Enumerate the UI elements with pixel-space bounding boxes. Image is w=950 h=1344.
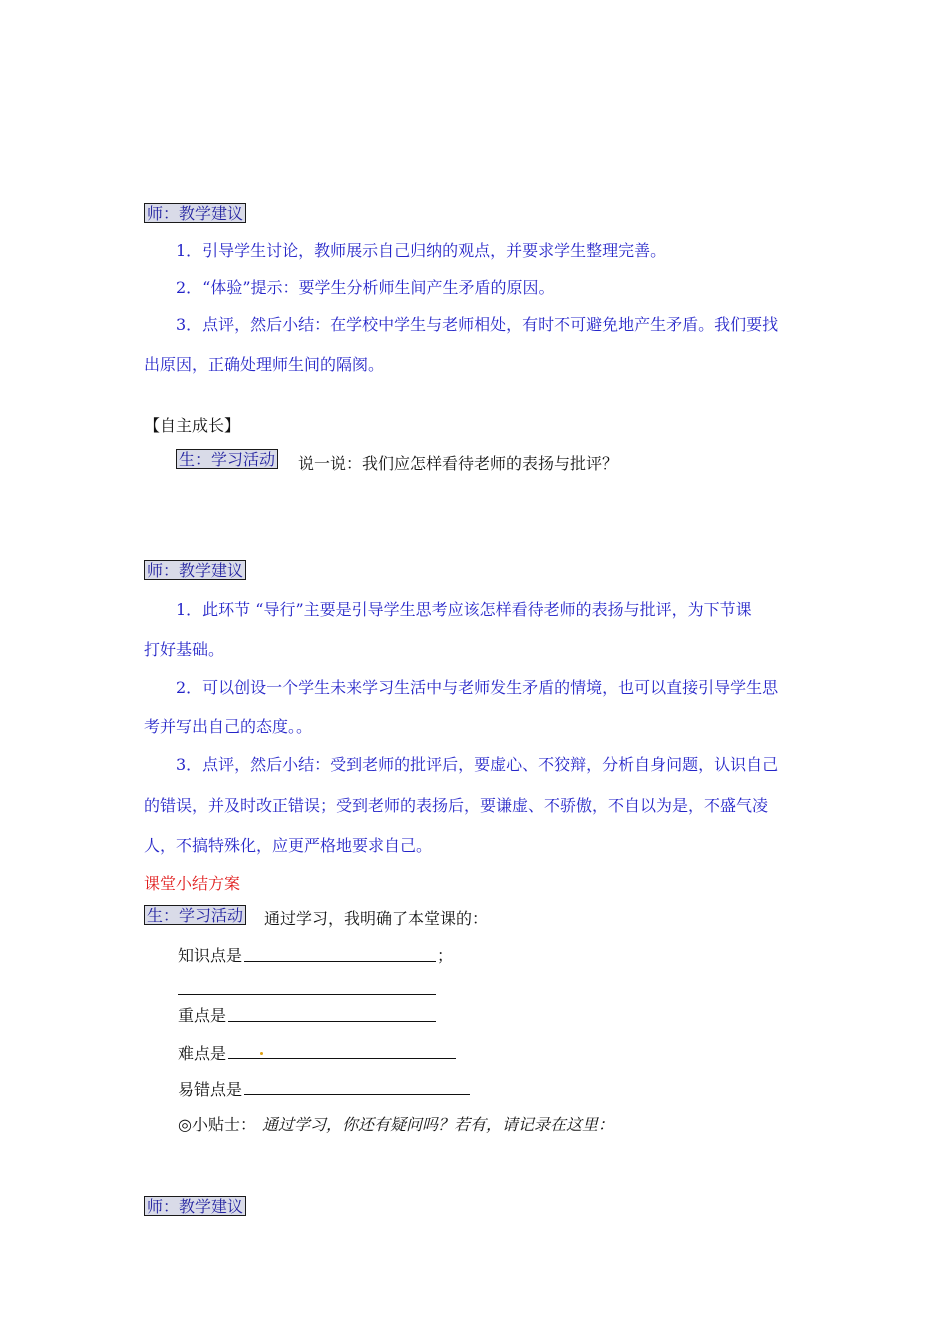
key-label: 重点是 xyxy=(178,1006,227,1025)
suggestion2-line-2: 打好基础。 xyxy=(144,640,225,659)
suggestion-item-3: 3．点评，然后小结：在学校中学生与老师相处，有时不可避免地产生矛盾。我们要找 xyxy=(176,315,779,334)
difficult-blank[interactable] xyxy=(228,1058,456,1059)
difficult-label: 难点是 xyxy=(178,1044,227,1063)
suggestion2-line-5: 3．点评，然后小结：受到老师的批评后，要虚心、不狡辩，分析自身问题，认识自己 xyxy=(176,755,779,774)
suggestion2-line-3: 2．可以创设一个学生未来学习生活中与老师发生矛盾的情境，也可以直接引导学生思 xyxy=(176,678,779,697)
summary-intro: 通过学习，我明确了本堂课的： xyxy=(264,909,489,928)
tip-text: 通过学习，你还有疑问吗？若有，请记录在这里： xyxy=(262,1115,615,1134)
self-growth-heading: 【自主成长】 xyxy=(144,416,241,435)
knowledge-label: 知识点是 xyxy=(178,946,243,965)
teacher-suggestion-tag: 师：教学建议 xyxy=(144,203,246,223)
teacher-suggestion-tag-3: 师：教学建议 xyxy=(144,1196,246,1216)
suggestion-item-3-cont: 出原因，正确处理师生间的隔阂。 xyxy=(144,355,385,374)
stray-dot xyxy=(260,1052,263,1055)
knowledge-blank-2[interactable] xyxy=(178,994,436,995)
suggestion2-line-1: 1．此环节 “导行”主要是引导学生思考应该怎样看待老师的表扬与批评，为下节课 xyxy=(176,600,752,619)
knowledge-blank[interactable] xyxy=(244,961,436,962)
error-label: 易错点是 xyxy=(178,1080,243,1099)
teacher-suggestion-tag-2: 师：教学建议 xyxy=(144,560,246,580)
suggestion2-line-7: 人，不搞特殊化，应更严格地要求自己。 xyxy=(144,836,433,855)
student-activity-prompt: 说一说：我们应怎样看待老师的表扬与批评？ xyxy=(298,454,619,473)
error-blank[interactable] xyxy=(244,1094,470,1095)
suggestion2-line-6: 的错误，并及时改正错误；受到老师的表扬后，要谦虚、不骄傲，不自以为是，不盛气凌 xyxy=(144,796,769,815)
summary-heading: 课堂小结方案 xyxy=(144,874,241,893)
suggestion-item-1: 1．引导学生讨论，教师展示自己归纳的观点，并要求学生整理完善。 xyxy=(176,241,667,260)
key-blank[interactable] xyxy=(228,1021,436,1022)
student-activity-tag: 生：学习活动 xyxy=(176,449,278,469)
tip-label: ◎小贴士： xyxy=(178,1115,256,1134)
knowledge-end: ； xyxy=(437,946,454,965)
suggestion2-line-4: 考并写出自己的态度。。 xyxy=(144,717,313,736)
student-activity-tag-2: 生：学习活动 xyxy=(144,905,246,925)
suggestion-item-2: 2．“体验”提示：要学生分析师生间产生矛盾的原因。 xyxy=(176,278,555,297)
